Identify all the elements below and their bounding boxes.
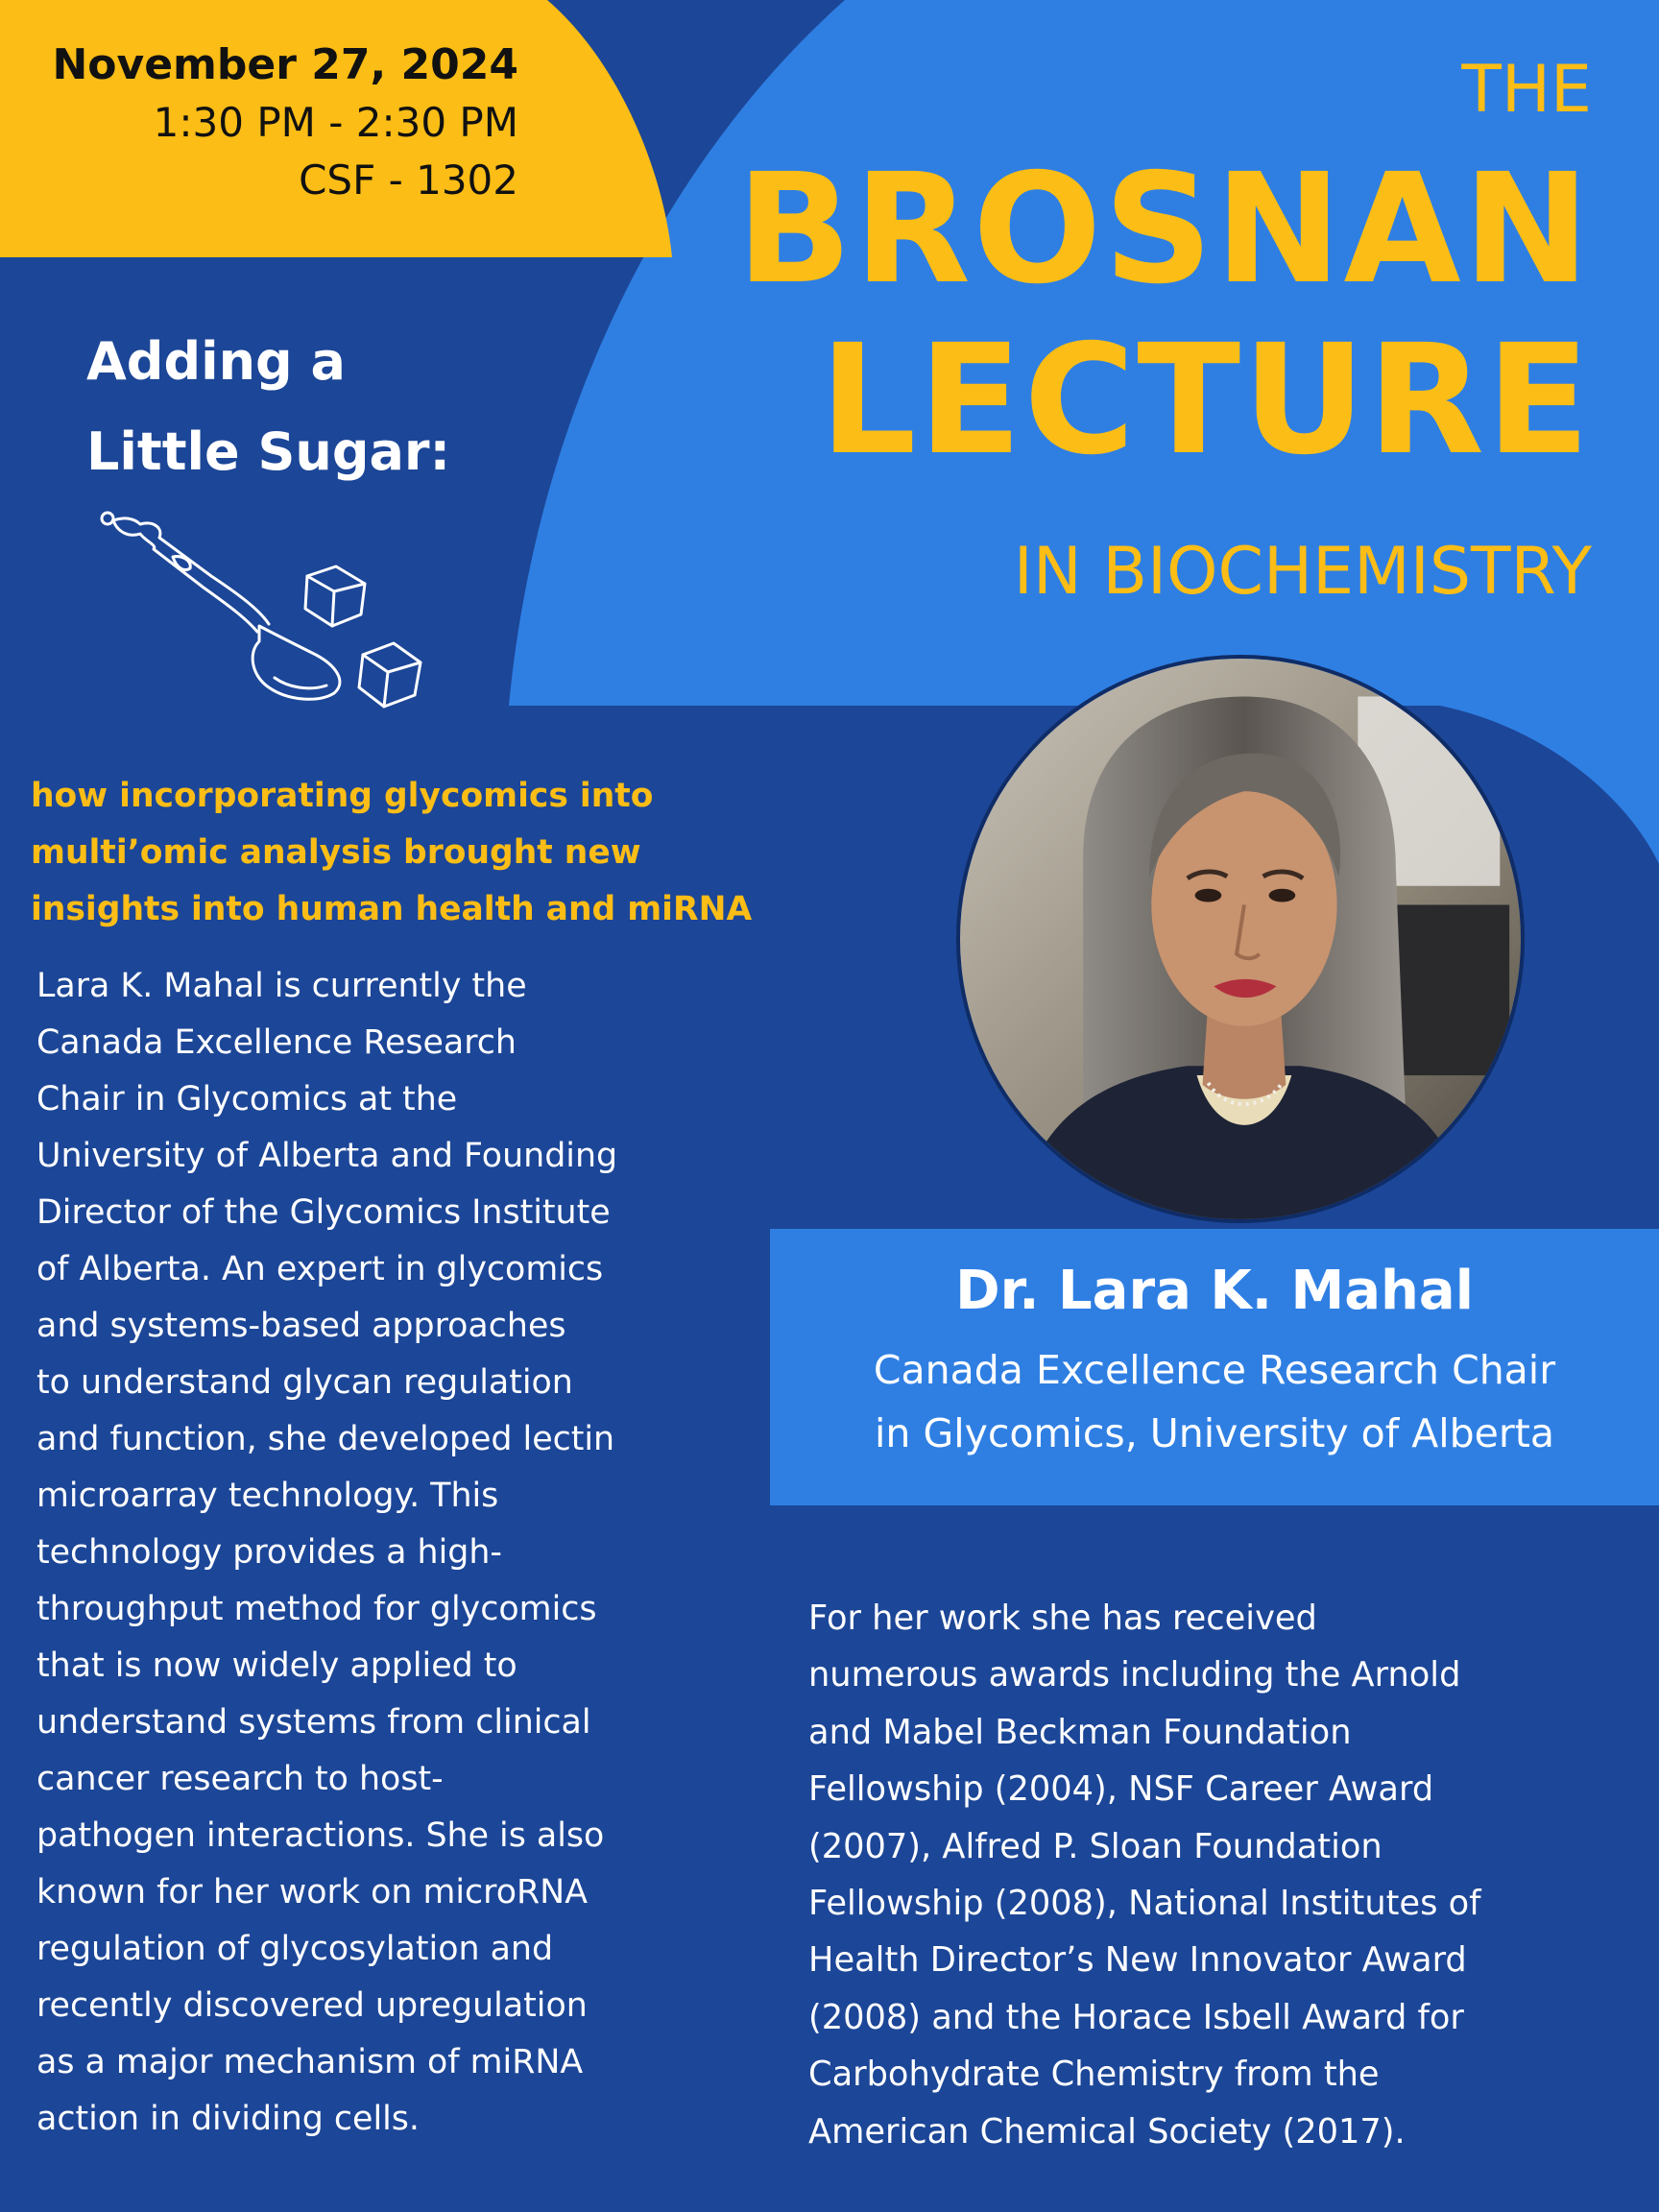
bio-line: recently discovered upregulation: [36, 1986, 588, 2025]
bio-line: Canada Excellence Research: [36, 1023, 517, 1062]
talk-subtitle: [31, 768, 876, 938]
talk-title-line2: Little Sugar:: [86, 421, 451, 482]
speaker-bio: [36, 958, 766, 2148]
awards-line: (2007), Alfred P. Sloan Foundation: [808, 1826, 1382, 1866]
awards-line: Carbohydrate Chemistry from the: [808, 2055, 1380, 2095]
bio-line: microarray technology. This: [36, 1477, 499, 1515]
awards-line: and Mabel Beckman Foundation: [808, 1712, 1352, 1752]
lecture-title: [736, 141, 1592, 489]
bio-line: University of Alberta and Founding: [36, 1137, 618, 1175]
speaker-name-box: [770, 1229, 1659, 1505]
awards-line: Health Director’s New Innovator Award: [808, 1940, 1467, 1981]
event-location: CSF - 1302: [299, 156, 518, 204]
speaker-affiliation: [770, 1338, 1659, 1465]
title-the: THE: [1461, 52, 1592, 128]
bio-line: to understand glycan regulation: [36, 1363, 573, 1402]
bio-line: action in dividing cells.: [36, 2100, 420, 2138]
bio-line: and systems-based approaches: [36, 1307, 566, 1345]
speaker-portrait: [956, 655, 1525, 1223]
event-info: [38, 36, 518, 209]
subtitle-line2: multi’omic analysis brought new: [31, 833, 641, 872]
title-line-brosnan: BROSNAN: [736, 141, 1592, 318]
bio-line: regulation of glycosylation and: [36, 1930, 554, 1968]
portrait-image: [960, 659, 1521, 1219]
bio-line: technology provides a high-: [36, 1533, 502, 1572]
bio-line: of Alberta. An expert in glycomics: [36, 1250, 604, 1288]
bio-line: Director of the Glycomics Institute: [36, 1193, 611, 1232]
bio-line: as a major mechanism of miRNA: [36, 2043, 584, 2081]
talk-title-line1: Adding a: [86, 331, 346, 392]
bio-line: Lara K. Mahal is currently the: [36, 967, 527, 1005]
speaker-awards: [808, 1590, 1644, 2160]
bio-line: known for her work on microRNA: [36, 1873, 589, 1911]
awards-line: numerous awards including the Arnold: [808, 1655, 1461, 1695]
sugar-spoon-icon: [96, 499, 461, 739]
talk-title: [86, 317, 509, 497]
awards-line: Fellowship (2008), National Institutes of: [808, 1884, 1481, 1924]
speaker-name: Dr. Lara K. Mahal: [955, 1260, 1474, 1322]
awards-line: Fellowship (2004), NSF Career Award: [808, 1769, 1434, 1810]
title-subtitle: IN BIOCHEMISTRY: [1013, 534, 1592, 610]
bio-line: cancer research to host-: [36, 1760, 444, 1798]
bio-line: pathogen interactions. She is also: [36, 1816, 605, 1855]
bio-line: Chair in Glycomics at the: [36, 1080, 458, 1118]
bio-line: that is now widely applied to: [36, 1647, 517, 1685]
bio-line: throughput method for glycomics: [36, 1590, 597, 1628]
affiliation-line1: Canada Excellence Research Chair: [873, 1347, 1556, 1393]
subtitle-line1: how incorporating glycomics into: [31, 777, 654, 815]
event-date: November 27, 2024: [52, 40, 518, 89]
awards-line: For her work she has received: [808, 1599, 1317, 1638]
subtitle-line3: insights into human health and miRNA: [31, 890, 753, 928]
bio-line: understand systems from clinical: [36, 1703, 591, 1742]
awards-line: American Chemical Society (2017).: [808, 2111, 1406, 2152]
event-time: 1:30 PM - 2:30 PM: [153, 99, 518, 146]
awards-line: (2008) and the Horace Isbell Award for: [808, 1997, 1464, 2037]
bio-line: and function, she developed lectin: [36, 1420, 615, 1458]
affiliation-line2: in Glycomics, University of Alberta: [875, 1410, 1554, 1456]
title-line-lecture: LECTURE: [819, 312, 1592, 489]
